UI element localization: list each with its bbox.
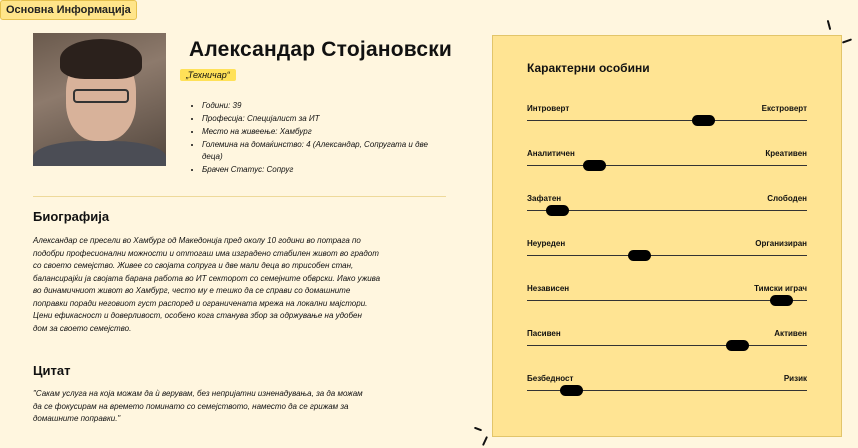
fact-residence: • Место на живеење: Хамбург <box>202 126 442 138</box>
bio-text <box>33 235 380 335</box>
bio-line: дом за своето семејство. <box>33 323 132 333</box>
trait-track <box>527 300 807 301</box>
trait-right-label: Тимски играч <box>754 284 807 293</box>
trait-analytical-creative <box>527 149 807 179</box>
spark-decoration <box>827 20 832 30</box>
trait-slider-handle[interactable] <box>770 295 793 306</box>
trait-slider-handle[interactable] <box>560 385 583 396</box>
trait-right-label: Слободен <box>767 194 807 203</box>
quote-text <box>33 388 363 426</box>
bio-line: Цени ефикасност и доверливост, особено кога станува збор за одржување на удобен <box>33 311 362 320</box>
section-tag: Основна Информација <box>0 0 137 20</box>
bio-line: со своето семејство. Живее со својата сопруга и две мали деца во трисобен стан, <box>33 261 354 270</box>
fact-marital-status: • Брачен Статус: Сопруг <box>202 164 442 176</box>
traits-title: Карактерни особини <box>527 61 650 75</box>
persona-facts-list <box>190 100 442 177</box>
trait-independent-team <box>527 284 807 314</box>
quote-heading: Цитат <box>33 363 71 378</box>
fact-profession: • Професија: Специјалист за ИТ <box>202 113 442 125</box>
photo-glasses <box>73 89 129 103</box>
trait-right-label: Креативен <box>765 149 807 158</box>
spark-decoration <box>474 427 482 432</box>
fact-age: • Години: 39 <box>202 100 442 112</box>
trait-track <box>527 165 807 166</box>
trait-messy-organized <box>527 239 807 269</box>
trait-slider-handle[interactable] <box>583 160 606 171</box>
bio-heading: Биографија <box>33 209 110 224</box>
trait-left-label: Зафатен <box>527 194 562 203</box>
trait-slider-handle[interactable] <box>546 205 569 216</box>
photo-hair <box>60 39 142 79</box>
trait-track <box>527 255 807 256</box>
trait-left-label: Безбедност <box>527 374 574 383</box>
trait-introvert-extrovert <box>527 104 807 134</box>
photo-shirt <box>33 141 166 166</box>
bio-line: балансирајќи ја својата барана работа во ИТ секторот со семејните обврски. Иако ужива <box>33 273 381 283</box>
bio-line: во динамичниот живот во Хамбург, често му е тешко да се справи со домашните <box>33 286 351 295</box>
spark-decoration <box>482 436 488 446</box>
trait-slider-handle[interactable] <box>692 115 715 126</box>
trait-left-label: Независен <box>527 284 570 293</box>
trait-track <box>527 345 807 346</box>
trait-right-label: Организиран <box>755 239 807 248</box>
trait-right-label: Екстроверт <box>761 104 807 113</box>
trait-right-label: Ризик <box>783 374 807 383</box>
bio-line: Александар се пресели во Хамбург од Македонија пред околу 10 години во потрага по <box>33 236 361 245</box>
trait-left-label: Неуреден <box>527 239 566 248</box>
section-divider <box>33 196 446 197</box>
trait-left-label: Интроверт <box>527 104 570 113</box>
spark-decoration <box>842 38 852 43</box>
quote-line: домашните поправки." <box>33 414 121 423</box>
quote-line: "Сакам услуга на која можам да ѝ верувам, без непријатни изненадувања, за да можам <box>33 389 363 398</box>
trait-right-label: Активен <box>774 329 807 338</box>
trait-left-label: Аналитичен <box>527 149 575 158</box>
persona-role-badge: „Техничар“ <box>180 69 236 81</box>
trait-slider-handle[interactable] <box>726 340 749 351</box>
bio-line: подобри професионални можности и оттогаш има изградено стабилен живот во градот <box>33 248 379 258</box>
trait-safety-risk <box>527 374 807 404</box>
quote-line: да се фокусирам на времето поминато со семејството, наместо да се грижам за <box>33 401 349 411</box>
trait-left-label: Пасивен <box>527 329 561 338</box>
trait-track <box>527 120 807 121</box>
bio-line: поправки поради неговиот густ распоред и ограничената мрежа на локални мајстори. <box>33 298 368 308</box>
fact-household: • Големина на домаќинство: 4 (Александар, Сопругата и две деца) <box>202 139 442 163</box>
trait-busy-free <box>527 194 807 224</box>
persona-name: Александар Стојановски <box>189 38 453 61</box>
trait-slider-handle[interactable] <box>628 250 651 261</box>
traits-panel <box>492 35 842 437</box>
trait-passive-active <box>527 329 807 359</box>
persona-photo <box>33 33 166 166</box>
